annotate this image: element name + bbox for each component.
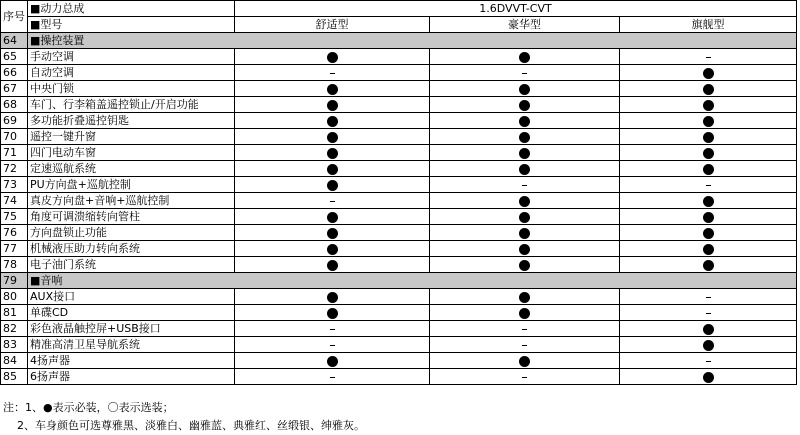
availability-cell <box>235 49 430 65</box>
standard-dot-icon <box>519 212 530 223</box>
standard-dot-icon <box>327 52 338 63</box>
standard-dot-icon <box>519 260 530 271</box>
availability-cell <box>620 145 797 161</box>
availability-cell <box>620 209 797 225</box>
feature-name: 机械液压助力转向系统 <box>28 241 235 257</box>
feature-row <box>1 81 797 97</box>
availability-cell <box>620 97 797 113</box>
standard-dot-icon <box>327 180 338 191</box>
header-row-powertrain <box>1 1 797 17</box>
standard-dot-icon <box>327 260 338 271</box>
standard-dot-icon <box>703 212 714 223</box>
note-1: 注：1、●表示必装，〇表示选装； <box>3 401 174 414</box>
feature-row <box>1 257 797 273</box>
availability-cell <box>235 81 430 97</box>
availability-cell <box>620 305 797 321</box>
availability-cell <box>430 225 620 241</box>
feature-row <box>1 289 797 305</box>
availability-cell <box>430 321 620 337</box>
feature-name: 自动空调 <box>28 65 235 81</box>
feature-name: 精准高清卫星导航系统 <box>28 337 235 353</box>
availability-cell <box>430 113 620 129</box>
model-label: ■型号 <box>28 17 235 33</box>
standard-dot-icon <box>519 116 530 127</box>
row-number: 80 <box>1 289 28 305</box>
trim-comfort: 舒适型 <box>235 17 430 33</box>
feature-name: 真皮方向盘+音响+巡航控制 <box>28 193 235 209</box>
trim-luxury: 豪华型 <box>430 17 620 33</box>
row-number: 71 <box>1 145 28 161</box>
availability-cell <box>235 305 430 321</box>
feature-row <box>1 145 797 161</box>
standard-dot-icon <box>519 100 530 111</box>
standard-dot-icon <box>327 84 338 95</box>
availability-cell <box>430 97 620 113</box>
standard-dot-icon <box>327 356 338 367</box>
not-available-dash-icon <box>706 297 711 298</box>
row-number: 70 <box>1 129 28 145</box>
availability-cell <box>430 289 620 305</box>
not-available-dash-icon <box>330 329 335 330</box>
standard-dot-icon <box>703 132 714 143</box>
row-number: 68 <box>1 97 28 113</box>
feature-row <box>1 65 797 81</box>
standard-dot-icon <box>519 84 530 95</box>
feature-row <box>1 113 797 129</box>
not-available-dash-icon <box>522 185 527 186</box>
standard-dot-icon <box>703 164 714 175</box>
availability-cell <box>235 369 430 385</box>
not-available-dash-icon <box>522 377 527 378</box>
availability-cell <box>235 129 430 145</box>
powertrain-label: ■动力总成 <box>28 1 235 17</box>
not-available-dash-icon <box>706 185 711 186</box>
availability-cell <box>430 353 620 369</box>
standard-dot-icon <box>519 148 530 159</box>
standard-dot-icon <box>327 244 338 255</box>
availability-cell <box>620 113 797 129</box>
feature-row <box>1 369 797 385</box>
availability-cell <box>430 209 620 225</box>
row-number: 64 <box>1 33 28 49</box>
availability-cell <box>620 81 797 97</box>
availability-cell <box>430 129 620 145</box>
standard-dot-icon <box>703 148 714 159</box>
standard-dot-icon <box>703 100 714 111</box>
standard-dot-icon <box>703 260 714 271</box>
feature-name: 中央门锁 <box>28 81 235 97</box>
feature-row <box>1 193 797 209</box>
feature-row <box>1 353 797 369</box>
availability-cell <box>620 337 797 353</box>
row-number: 78 <box>1 257 28 273</box>
availability-cell <box>430 337 620 353</box>
availability-cell <box>620 193 797 209</box>
availability-cell <box>620 49 797 65</box>
standard-dot-icon <box>519 244 530 255</box>
availability-cell <box>430 257 620 273</box>
row-number: 79 <box>1 273 28 289</box>
not-available-dash-icon <box>330 201 335 202</box>
availability-cell <box>430 161 620 177</box>
feature-row <box>1 177 797 193</box>
not-available-dash-icon <box>706 57 711 58</box>
standard-dot-icon <box>703 84 714 95</box>
availability-cell <box>620 161 797 177</box>
standard-dot-icon <box>519 132 530 143</box>
not-available-dash-icon <box>522 73 527 74</box>
availability-cell <box>430 305 620 321</box>
row-number: 65 <box>1 49 28 65</box>
feature-name: 单碟CD <box>28 305 235 321</box>
feature-row <box>1 49 797 65</box>
feature-row <box>1 161 797 177</box>
feature-name: PU方向盘+巡航控制 <box>28 177 235 193</box>
row-number: 85 <box>1 369 28 385</box>
row-number: 72 <box>1 161 28 177</box>
feature-name: 4扬声器 <box>28 353 235 369</box>
feature-name: 角度可调溃缩转向管柱 <box>28 209 235 225</box>
availability-cell <box>430 369 620 385</box>
availability-cell <box>235 193 430 209</box>
feature-name: 彩色液晶触控屏+USB接口 <box>28 321 235 337</box>
standard-dot-icon <box>327 100 338 111</box>
availability-cell <box>235 177 430 193</box>
not-available-dash-icon <box>330 377 335 378</box>
standard-dot-icon <box>703 372 714 383</box>
standard-dot-icon <box>327 164 338 175</box>
availability-cell <box>235 257 430 273</box>
standard-dot-icon <box>519 52 530 63</box>
standard-dot-icon <box>703 116 714 127</box>
section-row <box>1 33 797 49</box>
row-number: 82 <box>1 321 28 337</box>
standard-dot-icon <box>327 228 338 239</box>
standard-dot-icon <box>327 308 338 319</box>
row-number: 76 <box>1 225 28 241</box>
not-available-dash-icon <box>330 73 335 74</box>
section-title: ■音响 <box>28 273 797 289</box>
availability-cell <box>620 129 797 145</box>
trim-flagship: 旗舰型 <box>620 17 797 33</box>
availability-cell <box>235 65 430 81</box>
feature-row <box>1 321 797 337</box>
not-available-dash-icon <box>330 345 335 346</box>
availability-cell <box>430 177 620 193</box>
row-number: 67 <box>1 81 28 97</box>
row-number: 73 <box>1 177 28 193</box>
seq-header: 序号 <box>1 1 28 33</box>
footnotes <box>3 399 365 435</box>
availability-cell <box>235 161 430 177</box>
availability-cell <box>235 241 430 257</box>
availability-cell <box>620 65 797 81</box>
availability-cell <box>235 337 430 353</box>
availability-cell <box>620 225 797 241</box>
not-available-dash-icon <box>522 329 527 330</box>
section-title: ■操控装置 <box>28 33 797 49</box>
not-available-dash-icon <box>706 361 711 362</box>
availability-cell <box>620 177 797 193</box>
standard-dot-icon <box>519 308 530 319</box>
standard-dot-icon <box>327 116 338 127</box>
note-2: 2、车身颜色可选尊雅黑、淡雅白、幽雅蓝、典雅红、丝缎银、绅雅灰。 <box>17 419 365 432</box>
row-number: 69 <box>1 113 28 129</box>
row-number: 81 <box>1 305 28 321</box>
standard-dot-icon <box>327 212 338 223</box>
availability-cell <box>620 353 797 369</box>
standard-dot-icon <box>703 228 714 239</box>
standard-dot-icon <box>703 68 714 79</box>
standard-dot-icon <box>519 356 530 367</box>
standard-dot-icon <box>327 132 338 143</box>
standard-dot-icon <box>519 228 530 239</box>
availability-cell <box>235 209 430 225</box>
not-available-dash-icon <box>706 313 711 314</box>
row-number: 75 <box>1 209 28 225</box>
feature-row <box>1 337 797 353</box>
feature-name: AUX接口 <box>28 289 235 305</box>
feature-name: 遥控一键升窗 <box>28 129 235 145</box>
availability-cell <box>430 65 620 81</box>
feature-name: 多功能折叠遥控钥匙 <box>28 113 235 129</box>
feature-name: 电子油门系统 <box>28 257 235 273</box>
not-available-dash-icon <box>522 345 527 346</box>
availability-cell <box>430 193 620 209</box>
standard-dot-icon <box>703 340 714 351</box>
header-row-model <box>1 17 797 33</box>
feature-name: 方向盘锁止功能 <box>28 225 235 241</box>
feature-row <box>1 97 797 113</box>
feature-name: 车门、行李箱盖遥控锁止/开启功能 <box>28 97 235 113</box>
standard-dot-icon <box>327 148 338 159</box>
standard-dot-icon <box>519 292 530 303</box>
standard-dot-icon <box>703 324 714 335</box>
availability-cell <box>620 321 797 337</box>
availability-cell <box>430 81 620 97</box>
feature-row <box>1 129 797 145</box>
row-number: 83 <box>1 337 28 353</box>
availability-cell <box>235 289 430 305</box>
availability-cell <box>235 97 430 113</box>
feature-name: 定速巡航系统 <box>28 161 235 177</box>
feature-row <box>1 225 797 241</box>
feature-name: 手动空调 <box>28 49 235 65</box>
row-number: 74 <box>1 193 28 209</box>
row-number: 66 <box>1 65 28 81</box>
feature-row <box>1 209 797 225</box>
feature-name: 四门电动车窗 <box>28 145 235 161</box>
standard-dot-icon <box>703 244 714 255</box>
availability-cell <box>235 353 430 369</box>
standard-dot-icon <box>703 196 714 207</box>
standard-dot-icon <box>327 292 338 303</box>
row-number: 77 <box>1 241 28 257</box>
availability-cell <box>430 49 620 65</box>
section-row <box>1 273 797 289</box>
availability-cell <box>235 113 430 129</box>
availability-cell <box>235 145 430 161</box>
availability-cell <box>430 145 620 161</box>
availability-cell <box>430 241 620 257</box>
availability-cell <box>620 257 797 273</box>
feature-row <box>1 305 797 321</box>
standard-dot-icon <box>519 196 530 207</box>
standard-dot-icon <box>519 164 530 175</box>
availability-cell <box>620 369 797 385</box>
engine-label: 1.6DVVT-CVT <box>235 1 797 17</box>
feature-row <box>1 241 797 257</box>
availability-cell <box>235 225 430 241</box>
availability-cell <box>620 289 797 305</box>
availability-cell <box>620 241 797 257</box>
feature-name: 6扬声器 <box>28 369 235 385</box>
row-number: 84 <box>1 353 28 369</box>
availability-cell <box>235 321 430 337</box>
